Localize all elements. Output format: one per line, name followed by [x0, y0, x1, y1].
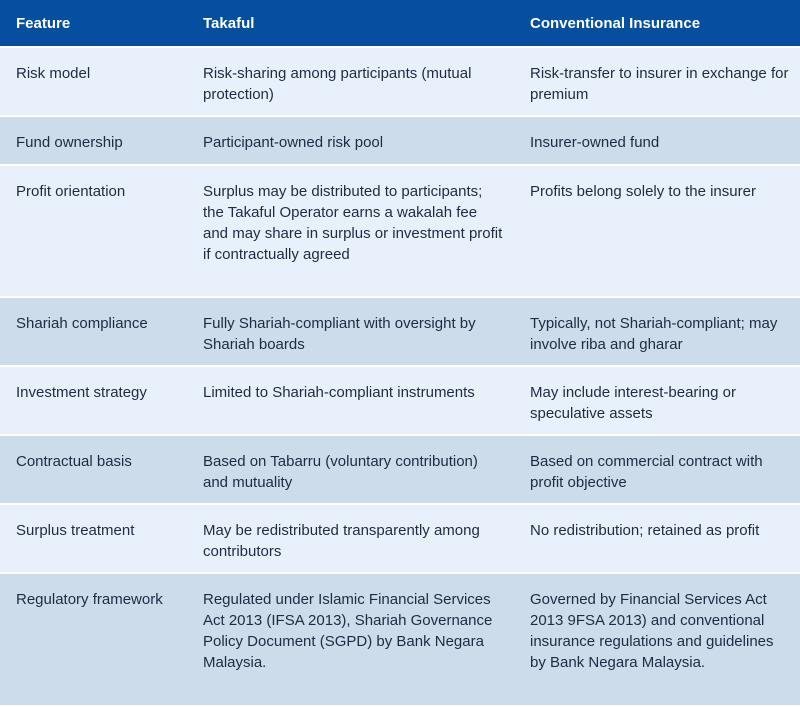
- table-row: [0, 117, 800, 166]
- takaful-cell: May be redistributed transparently among contributors: [187, 505, 514, 574]
- feature-cell: Regulatory framework: [0, 574, 187, 705]
- table-row: [0, 574, 800, 705]
- conventional-cell: May include interest-bearing or speculative assets: [514, 367, 800, 436]
- header-conventional: Conventional Insurance: [514, 0, 800, 48]
- takaful-cell: Regulated under Islamic Financial Services Act 2013 (IFSA 2013), Shariah Governance Policy Document (SGPD) by Bank Negara Malaysia.: [187, 574, 514, 705]
- feature-cell: Profit orientation: [0, 166, 187, 298]
- feature-cell: Risk model: [0, 48, 187, 117]
- takaful-cell: Fully Shariah-compliant with oversight by Shariah boards: [187, 298, 514, 367]
- table-row: [0, 48, 800, 117]
- conventional-cell: Profits belong solely to the insurer: [514, 166, 800, 298]
- conventional-cell: Typically, not Shariah-compliant; may involve riba and gharar: [514, 298, 800, 367]
- header-takaful: Takaful: [187, 0, 514, 48]
- conventional-cell: Insurer-owned fund: [514, 117, 800, 166]
- conventional-cell: No redistribution; retained as profit: [514, 505, 800, 574]
- feature-cell: Surplus treatment: [0, 505, 187, 574]
- feature-cell: Shariah compliance: [0, 298, 187, 367]
- feature-cell: Contractual basis: [0, 436, 187, 505]
- table-body: [0, 48, 800, 705]
- table-row: [0, 298, 800, 367]
- takaful-cell: Risk-sharing among participants (mutual protection): [187, 48, 514, 117]
- table-row: [0, 505, 800, 574]
- feature-cell: Investment strategy: [0, 367, 187, 436]
- takaful-cell: Based on Tabarru (voluntary contribution) and mutuality: [187, 436, 514, 505]
- takaful-cell: Participant-owned risk pool: [187, 117, 514, 166]
- header-row: [0, 0, 800, 48]
- takaful-cell: Limited to Shariah-compliant instruments: [187, 367, 514, 436]
- header-feature: Feature: [0, 0, 187, 48]
- conventional-cell: Governed by Financial Services Act 2013 9FSA 2013) and conventional insurance regulations and guidelines by Bank Negara Malaysia.: [514, 574, 800, 705]
- table-row: [0, 367, 800, 436]
- table-row: [0, 436, 800, 505]
- takaful-cell: Surplus may be distributed to participants; the Takaful Operator earns a wakalah fee and may share in surplus or investment profit if contractually agreed: [187, 166, 514, 298]
- conventional-cell: Risk-transfer to insurer in exchange for premium: [514, 48, 800, 117]
- table-header: [0, 0, 800, 48]
- table-row: [0, 166, 800, 298]
- conventional-cell: Based on commercial contract with profit objective: [514, 436, 800, 505]
- feature-cell: Fund ownership: [0, 117, 187, 166]
